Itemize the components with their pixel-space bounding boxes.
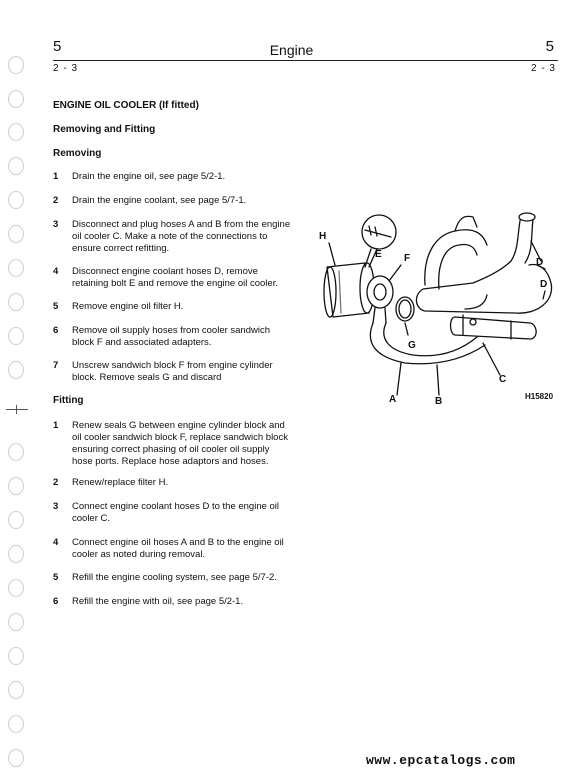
binder-hole bbox=[8, 511, 24, 529]
figure-reference: H15820 bbox=[525, 392, 554, 401]
step-line: cooler as noted during removal. bbox=[72, 549, 206, 560]
binder-hole bbox=[8, 681, 24, 699]
label-a: A bbox=[389, 394, 397, 405]
step-line: block F and associated adapters. bbox=[72, 337, 212, 348]
step-line: oil cooler sandwich block F, replace sandwich block bbox=[72, 432, 288, 443]
step-number: 4 bbox=[53, 266, 59, 277]
label-b: B bbox=[435, 396, 443, 407]
binder-hole bbox=[8, 259, 24, 277]
step-line: Connect engine oil hoses A and B to the engine oil bbox=[72, 537, 284, 548]
step-line: Refill the engine cooling system, see page 5/7-2. bbox=[72, 572, 277, 583]
step-number: 1 bbox=[53, 420, 59, 431]
watermark-url: www.epcatalogs.com bbox=[366, 753, 516, 768]
binder-hole bbox=[8, 90, 24, 108]
step-line: cooler C. bbox=[72, 513, 111, 524]
label-c: C bbox=[499, 374, 507, 385]
step-text bbox=[72, 420, 288, 468]
binder-hole bbox=[8, 157, 24, 175]
binder-hole bbox=[8, 443, 24, 461]
step-text bbox=[72, 195, 246, 207]
step-text bbox=[72, 501, 279, 525]
step-text bbox=[72, 266, 278, 290]
step-number: 3 bbox=[53, 501, 59, 512]
subheading-removing-fitting: Removing and Fitting bbox=[53, 124, 156, 135]
step-line: Drain the engine oil, see page 5/2-1. bbox=[72, 171, 226, 182]
label-d-lower: D bbox=[540, 279, 548, 290]
binder-hole bbox=[8, 749, 24, 767]
subheading-removing: Removing bbox=[53, 148, 102, 159]
step-line: Disconnect engine coolant hoses D, remove bbox=[72, 266, 258, 277]
oil-cooler-illustration bbox=[305, 205, 560, 410]
subheading-fitting: Fitting bbox=[53, 395, 84, 406]
step-line: retaining bolt E and remove the engine oil cooler. bbox=[72, 278, 278, 289]
step-line: Renew seals G between engine cylinder block and bbox=[72, 420, 285, 431]
step-line: block. Remove seals G and discard bbox=[72, 372, 222, 383]
step-text bbox=[72, 219, 290, 255]
page-title: Engine bbox=[269, 42, 314, 58]
oil-cooler-diagram bbox=[305, 205, 560, 410]
step-line: Remove engine oil filter H. bbox=[72, 301, 184, 312]
binder-hole bbox=[8, 327, 24, 345]
step-line: Drain the engine coolant, see page 5/7-1. bbox=[72, 195, 247, 206]
binder-holes bbox=[4, 0, 30, 775]
step-number: 2 bbox=[53, 477, 59, 488]
step-text bbox=[72, 360, 273, 384]
step-line: ensuring correct phasing of oil cooler oil supply bbox=[72, 444, 270, 455]
step-line: Disconnect and plug hoses A and B from the engine bbox=[72, 219, 291, 230]
step-line: Connect engine coolant hoses D to the engine oil bbox=[72, 501, 280, 512]
label-f: F bbox=[404, 253, 411, 264]
binder-hole bbox=[8, 361, 24, 379]
binder-hole bbox=[8, 225, 24, 243]
step-text bbox=[72, 301, 183, 313]
step-line: Renew/replace filter H. bbox=[72, 477, 169, 488]
margin-tick bbox=[6, 409, 28, 410]
step-text bbox=[72, 537, 284, 561]
binder-hole bbox=[8, 477, 24, 495]
label-d-upper: D bbox=[536, 257, 544, 268]
step-number: 5 bbox=[53, 572, 59, 583]
step-line: hose ports. Replace hose adaptors and hoses. bbox=[72, 456, 269, 467]
binder-hole bbox=[8, 715, 24, 733]
step-text bbox=[72, 325, 270, 349]
step-text bbox=[72, 596, 243, 608]
binder-hole bbox=[8, 647, 24, 665]
section-number-left: 5 bbox=[53, 38, 62, 55]
step-line: Remove oil supply hoses from cooler sandwich bbox=[72, 325, 271, 336]
section-number-right: 5 bbox=[545, 38, 554, 55]
page-number-left: 2 - 3 bbox=[53, 63, 79, 74]
step-line: oil cooler C. Make a note of the connections to bbox=[72, 231, 268, 242]
main-heading: ENGINE OIL COOLER (If fitted) bbox=[53, 100, 199, 111]
page-number-right: 2 - 3 bbox=[530, 63, 556, 74]
step-text bbox=[72, 171, 225, 183]
binder-hole bbox=[8, 545, 24, 563]
step-number: 3 bbox=[53, 219, 59, 230]
binder-hole bbox=[8, 123, 24, 141]
binder-hole bbox=[8, 579, 24, 597]
binder-hole bbox=[8, 293, 24, 311]
step-number: 6 bbox=[53, 596, 59, 607]
label-h: H bbox=[319, 231, 327, 242]
step-line: Unscrew sandwich block F from engine cylinder bbox=[72, 360, 273, 371]
label-e: E bbox=[375, 249, 382, 260]
step-line: Refill the engine with oil, see page 5/2-1. bbox=[72, 596, 244, 607]
step-line: ensure correct refitting. bbox=[72, 243, 170, 254]
binder-hole bbox=[8, 613, 24, 631]
binder-hole bbox=[8, 191, 24, 209]
step-number: 2 bbox=[53, 195, 59, 206]
step-number: 6 bbox=[53, 325, 59, 336]
step-number: 4 bbox=[53, 537, 59, 548]
binder-hole bbox=[8, 56, 24, 74]
step-number: 7 bbox=[53, 360, 59, 371]
step-number: 1 bbox=[53, 171, 59, 182]
step-number: 5 bbox=[53, 301, 59, 312]
step-text bbox=[72, 572, 277, 584]
header-rule bbox=[53, 60, 558, 61]
label-g: G bbox=[408, 340, 416, 351]
step-text bbox=[72, 477, 168, 489]
